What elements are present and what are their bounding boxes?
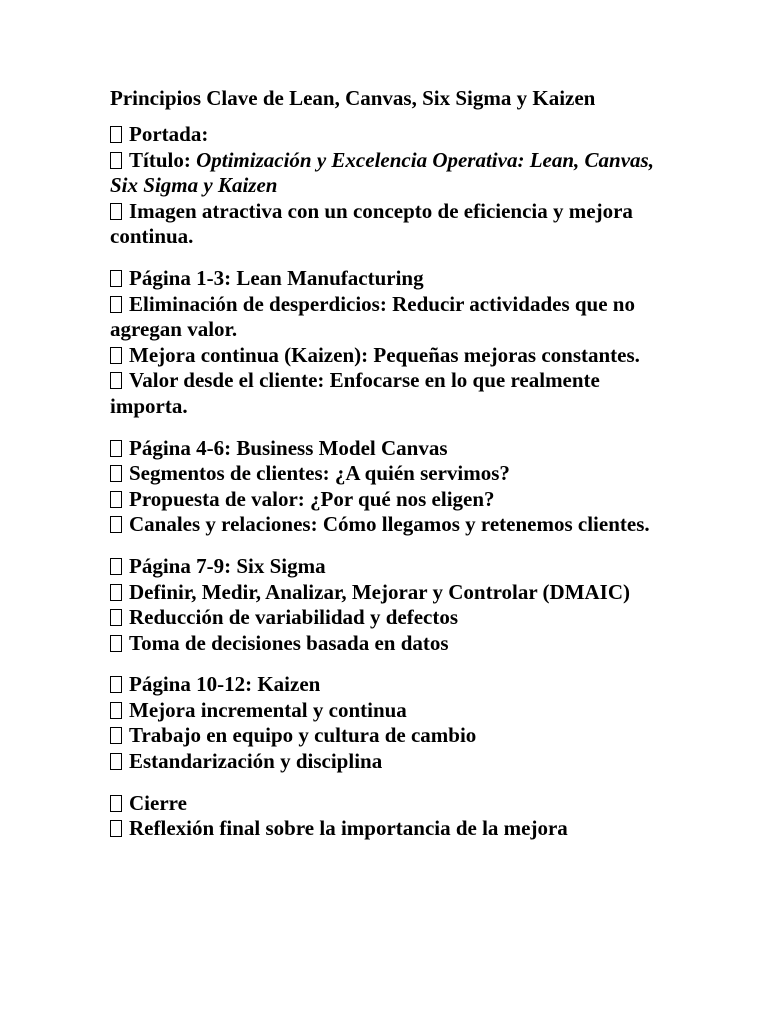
portada-imagen (110, 199, 670, 250)
list-item-text: Trabajo en equipo y cultura de cambio (129, 723, 477, 748)
imagen-text: Imagen atractiva con un concepto de eficiencia y mejora continua. (110, 198, 633, 249)
list-item-text: Reducción de variabilidad y defectos (129, 605, 458, 630)
missing-glyph-box-icon (110, 126, 122, 143)
list-item-text: Eliminación de desperdicios: Reducir actividades que no agregan valor. (110, 291, 635, 342)
list-item-text: Segmentos de clientes: ¿A quién servimos? (129, 461, 510, 486)
missing-glyph-box-icon (110, 372, 122, 389)
portada-titulo (110, 148, 670, 199)
list-item (110, 292, 670, 343)
section-heading (110, 554, 670, 580)
titulo-label: Título: (129, 147, 191, 172)
missing-glyph-box-icon (110, 296, 122, 313)
list-item (110, 580, 670, 606)
missing-glyph-box-icon (110, 702, 122, 719)
list-item (110, 487, 670, 513)
section-heading-text: Portada: (129, 122, 209, 146)
missing-glyph-box-icon (110, 820, 122, 837)
section-cierre (110, 791, 670, 842)
list-item (110, 723, 670, 749)
section-heading-text: Página 7-9: Six Sigma (129, 553, 326, 578)
list-item (110, 816, 670, 842)
list-item-text: Valor desde el cliente: Enfocarse en lo que realmente importa. (110, 368, 600, 418)
section-heading (110, 122, 670, 148)
document-page (110, 84, 670, 858)
section-heading-text: Cierre (129, 790, 187, 815)
missing-glyph-box-icon (110, 795, 122, 812)
list-item (110, 749, 670, 775)
titulo-value: Optimización y Excelencia Operativa: Lean, Canvas, Six Sigma y Kaizen (110, 147, 654, 198)
section-heading-text: Página 10-12: Kaizen (129, 672, 321, 697)
section-heading (110, 266, 670, 292)
missing-glyph-box-icon (110, 609, 122, 626)
list-item (110, 605, 670, 631)
list-item-text: Canales y relaciones: Cómo llegamos y retenemos clientes. (129, 512, 650, 537)
missing-glyph-box-icon (110, 270, 122, 287)
list-item (110, 698, 670, 724)
missing-glyph-box-icon (110, 203, 122, 220)
list-item (110, 343, 670, 369)
section-portada (110, 122, 670, 250)
list-item-text: Reflexión final sobre la importancia de la mejora (129, 816, 568, 841)
section-heading (110, 672, 670, 698)
missing-glyph-box-icon (110, 676, 122, 693)
list-item (110, 631, 670, 657)
section-kaizen (110, 672, 670, 774)
section-six-sigma (110, 554, 670, 656)
missing-glyph-box-icon (110, 584, 122, 601)
missing-glyph-box-icon (110, 558, 122, 575)
section-heading-text: Página 4-6: Business Model Canvas (129, 435, 448, 460)
list-item-text: Estandarización y disciplina (129, 749, 383, 774)
missing-glyph-box-icon (110, 753, 122, 770)
section-heading (110, 436, 670, 462)
list-item (110, 512, 670, 538)
section-heading-text: Página 1-3: Lean Manufacturing (129, 265, 424, 290)
section-heading (110, 791, 670, 817)
list-item-text: Definir, Medir, Analizar, Mejorar y Controlar (DMAIC) (129, 579, 631, 604)
document-title: Principios Clave de Lean, Canvas, Six Sigma y Kaizen (110, 86, 596, 110)
missing-glyph-box-icon (110, 491, 122, 508)
missing-glyph-box-icon (110, 440, 122, 457)
section-lean (110, 266, 670, 420)
missing-glyph-box-icon (110, 516, 122, 533)
missing-glyph-box-icon (110, 465, 122, 482)
list-item (110, 461, 670, 487)
missing-glyph-box-icon (110, 347, 122, 364)
list-item-text: Toma de decisiones basada en datos (129, 630, 449, 655)
missing-glyph-box-icon (110, 727, 122, 744)
missing-glyph-box-icon (110, 635, 122, 652)
section-canvas (110, 436, 670, 538)
list-item-text: Mejora incremental y continua (129, 697, 407, 722)
list-item (110, 368, 670, 419)
missing-glyph-box-icon (110, 152, 122, 169)
list-item-text: Propuesta de valor: ¿Por qué nos eligen? (129, 486, 495, 511)
list-item-text: Mejora continua (Kaizen): Pequeñas mejoras constantes. (129, 342, 640, 367)
